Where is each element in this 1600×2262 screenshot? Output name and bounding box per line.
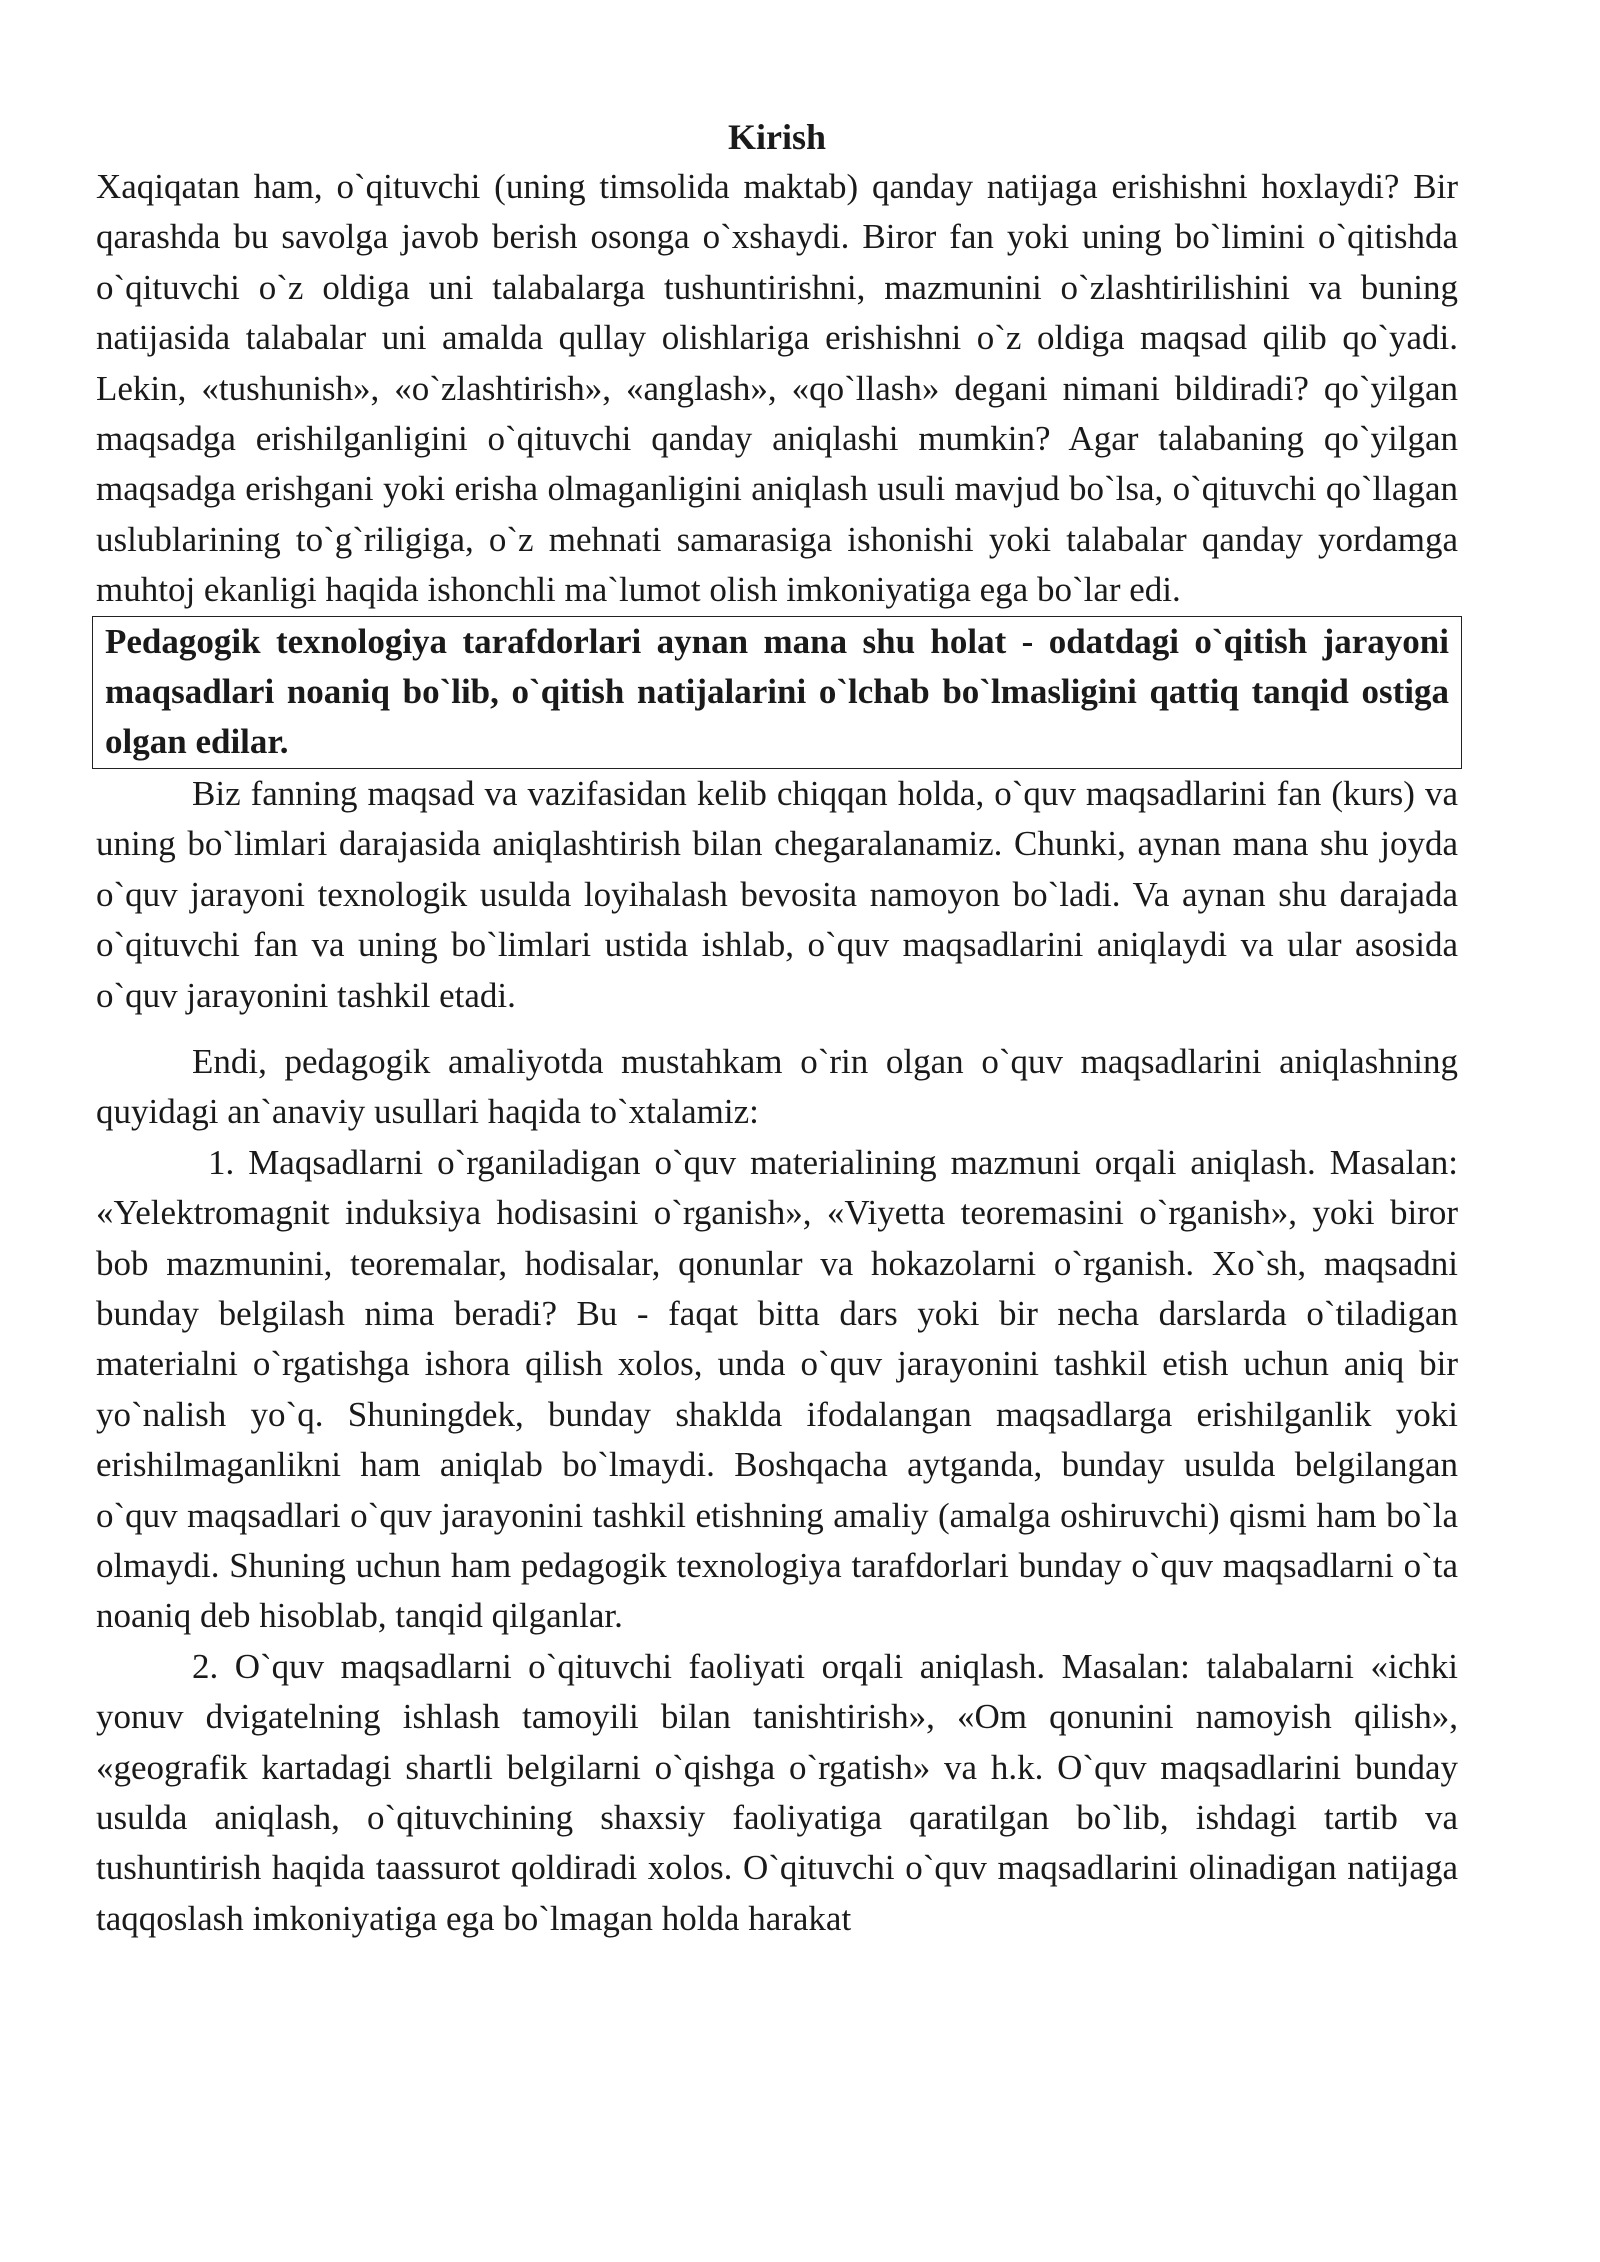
scope-paragraph: Biz fanning maqsad va vazifasidan kelib chiqqan holda, o`quv maqsadlarini fan (kurs) va uning bo`limlari darajasida aniqlashtirish bilan chegaralanamiz. Chunki, aynan mana shu joyda o`quv jarayoni texnologik usulda loyihalash bevosita namoyon bo`ladi. Va aynan shu darajada o`qituvchi fan va uning bo`limlari ustida ishlab, o`quv maqsadlarini aniqlaydi va ular asosida o`quv jarayonini tashkil etadi. bbox=[96, 773, 1458, 1015]
document-page bbox=[96, 112, 1458, 1944]
method-1-paragraph: 1. Maqsadlarni o`rganiladigan o`quv materialining mazmuni orqali aniqlash. Masalan: «Yelektromagnit induksiya hodisasini o`rganish», «Viyetta teoremasini o`rganish», yoki biror bob mazmunini, teoremalar, hodisalar, qonunlar va hokazolarni o`rganish. Xo`sh, maqsadni bunday belgilash nima beradi? Bu - faqat bitta dars yoki bir necha darslarda o`tiladigan materialni o`rgatishga ishora qilish xolos, unda o`quv jarayonini tashkil etish uchun aniq bir yo`nalish yo`q. Shuningdek, bunday shaklda ifodalangan maqsadlarga erishilganlik yoki erishilmaganlikni ham aniqlab bo`lmaydi. Boshqacha aytganda, bunday usulda belgilangan o`quv maqsadlari o`quv jarayonini tashkil etishning amaliy (amalga oshiruvchi) qismi ham bo`la olmaydi. Shuning uchun ham pedagogik texnologiya tarafdorlari bunday o`quv maqsadlarni o`ta noaniq deb hisoblab, tanqid qilganlar. bbox=[96, 1142, 1458, 1636]
method-2-paragraph: 2. O`quv maqsadlarni o`qituvchi faoliyati orqali aniqlash. Masalan: talabalarni «ichki yonuv dvigatelning ishlash tamoyili bilan tanishtirish», «Om qonunini namoyish qilish», «geografik kartadagi shartli belgilarni o`qishga o`rgatish» va h.k. O`quv maqsadlarini bunday usulda aniqlash, o`qituvchining shaxsiy faoliyatiga qaratilgan bo`lib, ishdagi tartib va tushuntirish haqida taassurot qoldiradi xolos. O`qituvchi o`quv maqsadlarini olinadigan natijaga taqqoslash imkoniyatiga ega bo`lmagan holda harakat bbox=[96, 1646, 1458, 1938]
methods-intro-paragraph: Endi, pedagogik amaliyotda mustahkam o`rin olgan o`quv maqsadlarini aniqlashning quyidagi an`anaviy usullari haqida to`xtalamiz: bbox=[96, 1041, 1458, 1132]
highlight-paragraph: Pedagogik texnologiya tarafdorlari aynan mana shu holat - odatdagi o`qitish jarayoni maqsadlari noaniq bo`lib, o`qitish natijalarini o`lchab bo`lmasligini qattiq tanqid ostiga olgan edilar. bbox=[105, 621, 1449, 762]
intro-paragraph: Xaqiqatan ham, o`qituvchi (uning timsolida maktab) qanday natijaga erishishni hoxlaydi? Bir qarashda bu savolga javob berish osonga o`xshaydi. Biror fan yoki uning bo`limini o`qitishda o`qituvchi o`z oldiga uni talabalarga tushuntirishni, mazmunini o`zlashtirilishini va buning natijasida talabalar uni amalda qullay olishlariga erishishni o`z oldiga maqsad qilib qo`yadi. Lekin, «tushunish», «o`zlashtirish», «anglash», «qo`llash» degani nimani bildiradi? qo`yilgan maqsadga erishilganligini o`qituvchi qanday aniqlashi mumkin? Agar talabaning qo`yilgan maqsadga erishgani yoki erisha olmaganligini aniqlash usuli mavjud bo`lsa, o`qituvchi qo`llagan uslublarining to`g`riligiga, o`z mehnati samarasiga ishonishi yoki talabalar qanday yordamga muhtoj ekanligi haqida ishonchli ma`lumot olish imkoniyatiga ega bo`lar edi. bbox=[96, 167, 1458, 610]
highlight-box bbox=[92, 616, 1462, 769]
document-title: Kirish bbox=[727, 117, 826, 157]
